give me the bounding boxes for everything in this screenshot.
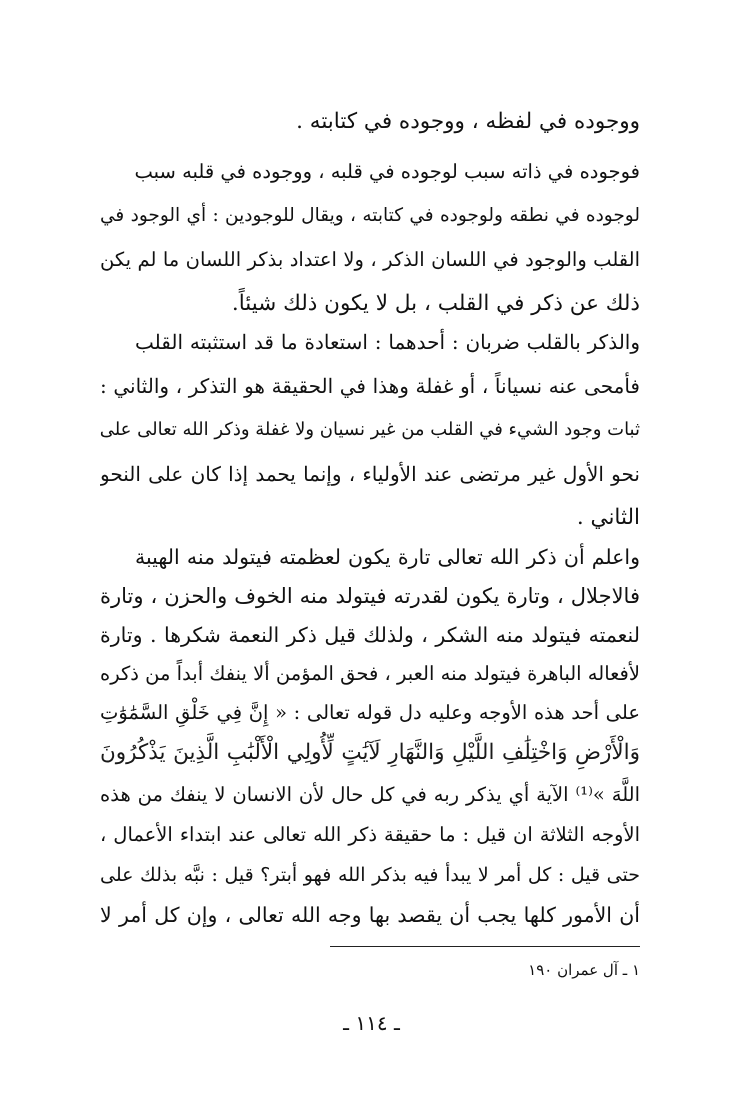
text-line: ثبات وجود الشيء في القلب من غير نسيان ولا غفلة وذكر الله تعالى على bbox=[100, 419, 640, 440]
text-line: الثاني . bbox=[576, 505, 640, 530]
text-line: الأوجه الثلاثة ان قيل : ما حقيقة ذكر الله تعالى عند ابتداء الأعمال ، bbox=[100, 823, 640, 846]
footnote-divider bbox=[330, 946, 640, 947]
text-line: واعلم أن ذكر الله تعالى تارة يكون لعظمته فيتولد منه الهيبة bbox=[135, 545, 640, 569]
text-line: أن الأمور كلها يجب أن يقصد بها وجه الله تعالى ، وإن كل أمر لا bbox=[100, 903, 640, 927]
text-line: لأفعاله الباهرة فيتولد منه العبر ، فحق المؤمن ألا ينفك أبداً من ذكره bbox=[100, 662, 640, 685]
text-line: لوجوده في نطقه ولوجوده في كتابته ، ويقال للوجودين : أي الوجود في bbox=[100, 205, 640, 226]
text-line: والذكر بالقلب ضربان : أحدهما : استعادة ما قد استثبته القلب bbox=[135, 330, 640, 354]
text-line: فالاجلال ، وتارة يكون لقدرته فيتولد منه الخوف والحزن ، وتارة bbox=[100, 584, 640, 608]
text-line: ذلك عن ذكر في القلب ، بل لا يكون ذلك شيئاً. bbox=[231, 291, 640, 316]
text-line: حتى قيل : كل أمر لا يبدأ فيه بذكر الله فهو أبتر؟ قيل : نبَّه بذلك على bbox=[100, 864, 640, 886]
text-line: نحو الأول غير مرتضى عند الأولياء ، وإنما يحمد إذا كان على النحو bbox=[100, 462, 640, 486]
page-number: ـ ١١٤ ـ bbox=[343, 1011, 400, 1035]
quran-verse-line: وَالْأَرْضِ وَاخْتِلَٰفِ اللَّيْلِ وَالنَّهَارِ لَآيَٰتٍ لِّأُولِي الْأَلْبَٰبِ الَّذِينَ يَذْكُرُونَ bbox=[100, 740, 640, 765]
text-line: فوجوده في ذاته سبب لوجوده في قلبه ، ووجوده في قلبه سبب bbox=[135, 160, 640, 183]
footnote: ١ ـ آل عمران ١٩٠ bbox=[528, 961, 640, 979]
text-line: القلب والوجود في اللسان الذكر ، ولا اعتداد بذكر اللسان ما لم يكن bbox=[100, 248, 640, 271]
text-line: على أحد هذه الأوجه وعليه دل قوله تعالى : « إِنَّ فِي خَلْقِ السَّمَٰوَٰتِ bbox=[100, 701, 640, 724]
text-line: فأمحى عنه نسياناً ، أو غفلة وهذا في الحقيقة هو التذكر ، والثاني : bbox=[100, 374, 640, 398]
text-line: لنعمته فيتولد منه الشكر ، ولذلك قيل ذكر النعمة شكرها . وتارة bbox=[100, 623, 640, 647]
text-line: اللَّهَ »⁽¹⁾ الآية أي يذكر ربه في كل حال لأن الانسان لا ينفك من هذه bbox=[100, 783, 640, 806]
text-line: ووجوده في لفظه ، ووجوده في كتابته . bbox=[296, 109, 640, 134]
